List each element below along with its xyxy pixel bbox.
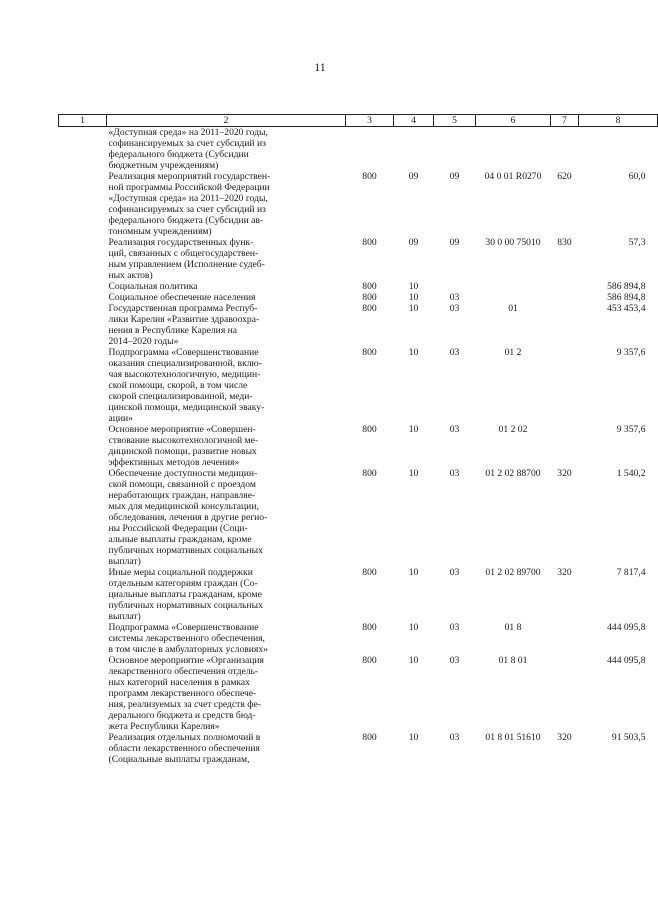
cell-target-item-code: 01 2 02 88700 [485,468,541,479]
cell-amount: 60,0 [628,171,646,182]
description-line: Основное мероприятие «Совершен- [108,424,256,435]
table-row [59,468,658,567]
description-line: Подпрограмма «Совершенствование [108,622,259,633]
cell-target-item-code [476,281,551,292]
cell-amount: 453 453,4 [607,303,646,314]
cell-section-code: 10 [408,347,419,358]
description-line: Реализация государственных функ- [108,237,254,248]
cell-administrator-code: 800 [362,424,377,435]
cell-amount: 1 540,2 [616,468,646,479]
description-line: Подпрограмма «Совершенствование [108,347,259,358]
description-line: эффективных методов лечения» [108,457,240,468]
column-header: 4 [394,115,434,127]
description-line: (Социальные выплаты гражданам, [108,754,250,765]
row-description [59,347,346,424]
budget-table [58,114,658,765]
cell-subsection-code: 03 [449,622,460,633]
description-line: альные выплаты гражданам, кроме [108,534,252,545]
row-description [59,303,346,347]
cell-administrator-code: 800 [362,732,377,743]
description-line: отдельным категориям граждан (Со- [108,578,258,589]
description-line: федерального бюджета (Субсидии [108,149,249,160]
table-row [59,237,658,281]
description-line: федерального бюджета (Субсидии ав- [108,215,264,226]
cell-target-item-code: 01 8 [504,622,522,633]
description-line: 2014–2020 годы» [108,336,179,347]
description-line: неработающих граждан, направляе- [108,490,256,501]
row-description [59,567,346,622]
description-line: оказания специализированной, вклю- [108,358,262,369]
cell-target-item-code [476,292,551,303]
cell-target-item-code: 01 2 02 [498,424,528,435]
cell-administrator-code: 800 [362,171,377,182]
cell-subsection-code [434,127,476,172]
table-row [59,424,658,468]
cell-administrator-code: 800 [362,237,377,248]
row-description [59,127,346,172]
description-line: лекарственного обеспечения отдель- [108,666,259,677]
cell-expense-type-code: 830 [557,237,572,248]
cell-target-item-code: 01 [508,303,518,314]
description-line: ации» [108,413,133,424]
description-line: области лекарственного обеспечения [108,743,260,754]
cell-administrator-code: 800 [362,468,377,479]
column-header: 3 [346,115,394,127]
column-header: 7 [551,115,579,127]
cell-expense-type-code [551,292,579,303]
row-description [59,622,346,655]
cell-expense-type-code [551,622,579,655]
cell-expense-type-code [551,347,579,424]
cell-expense-type-code: 320 [557,567,572,578]
row-description [59,732,346,765]
cell-administrator-code: 800 [362,567,377,578]
description-line: циальные выплаты гражданам, кроме [108,589,262,600]
row-description [59,292,346,303]
description-line: ных категорий населения в рамках [108,677,250,688]
cell-section-code: 10 [408,468,419,479]
cell-administrator-code: 800 [362,292,377,303]
description-line: выплат) [108,556,141,567]
description-line: выплат) [108,611,141,622]
description-line: чая высокотехнологичную, медицин- [108,369,261,380]
description-line: ным управлением (Исполнение судеб- [108,259,265,270]
description-line: лики Карелия «Развитие здравоохра- [108,314,260,325]
description-line: публичных нормативных социальных [108,545,263,556]
cell-section-code: 10 [408,424,419,435]
cell-subsection-code: 09 [449,171,460,182]
cell-amount: 586 894,8 [607,281,646,292]
description-line: системы лекарственного обеспечения, [108,633,265,644]
description-line: «Доступная среда» на 2011–2020 годы, [108,193,268,204]
cell-amount: 91 503,5 [611,732,646,743]
cell-subsection-code: 03 [449,567,460,578]
cell-expense-type-code: 320 [557,732,572,743]
cell-expense-type-code: 320 [557,468,572,479]
cell-subsection-code: 03 [449,468,460,479]
cell-subsection-code: 03 [449,347,460,358]
description-line: Основное мероприятие «Организация [108,655,264,666]
table-row [59,292,658,303]
table-row [59,171,658,237]
cell-target-item-code: 01 2 02 89700 [485,567,541,578]
cell-target-item-code: 30 0 00 75010 [485,237,541,248]
description-line: Реализация отдельных полномочий в [108,732,261,743]
cell-target-item-code: 01 2 [504,347,522,358]
description-line: ствование высокотехнологичной ме- [108,435,259,446]
description-line: обследования, лечения в другие регио- [108,512,268,523]
cell-expense-type-code [551,424,579,468]
description-line: дерального бюджета и средств бюд- [108,710,256,721]
row-description [59,424,346,468]
cell-amount: 7 817,4 [616,567,646,578]
description-line: ций, связанных с общегосударствен- [108,248,259,259]
row-description [59,281,346,292]
description-line: софинансируемых за счет субсидий из [108,138,266,149]
description-line: мых для медицинской консультации, [108,501,259,512]
table-row [59,127,658,172]
cell-section-code: 09 [408,237,419,248]
table-row [59,303,658,347]
description-line: ской помощи, скорой, в том числе [108,380,248,391]
cell-subsection-code: 03 [449,303,460,314]
row-description [59,237,346,281]
description-line: ных актов) [108,270,153,281]
description-line: ния, реализуемых за счет средств фе- [108,699,261,710]
cell-subsection-code: 09 [449,237,460,248]
table-row [59,281,658,292]
cell-section-code: 09 [408,171,419,182]
table-row [59,567,658,622]
cell-section-code: 10 [408,732,419,743]
page-number: 11 [314,60,326,74]
table-row [59,655,658,732]
cell-amount: 57,3 [628,237,646,248]
cell-subsection-code [434,281,476,292]
cell-amount: 586 894,8 [607,292,646,303]
cell-target-item-code: 01 8 01 [498,655,528,666]
description-line: «Доступная среда» на 2011–2020 годы, [108,127,268,138]
cell-section-code [394,127,434,172]
cell-administrator-code: 800 [362,347,377,358]
cell-administrator-code: 800 [362,655,377,666]
cell-subsection-code: 03 [449,655,460,666]
description-line: Социальное обеспечение населения [108,292,256,303]
column-header: 1 [59,115,107,127]
cell-expense-type-code [551,303,579,347]
description-line: софинансируемых за счет субсидий из [108,204,266,215]
cell-expense-type-code [551,127,579,172]
description-line: ской помощи, связанной с проездом [108,479,256,490]
cell-section-code: 10 [408,292,419,303]
cell-subsection-code: 03 [449,732,460,743]
description-line: цинской помощи, медицинской эваку- [108,402,265,413]
column-header: 5 [434,115,476,127]
header-row [59,115,658,127]
description-line: тономным учреждениям) [108,226,212,237]
column-header: 2 [107,115,346,127]
cell-section-code: 10 [408,655,419,666]
description-line: программ лекарственного обеспече- [108,688,257,699]
column-header: 6 [476,115,551,127]
cell-amount: 9 357,6 [616,347,646,358]
cell-administrator-code [346,127,394,172]
cell-section-code: 10 [408,303,419,314]
cell-subsection-code: 03 [449,424,460,435]
cell-target-item-code: 01 8 01 51610 [485,732,541,743]
description-line: ны Российской Федерации (Соци- [108,523,248,534]
description-line: жета Республики Карелия» [108,721,220,732]
cell-administrator-code: 800 [362,622,377,633]
cell-target-item-code: 04 0 01 R0270 [484,171,542,182]
description-line: Реализация мероприятий государствен- [108,171,271,182]
row-description [59,655,346,732]
description-line: нения в Республике Карелия на [108,325,238,336]
row-description [59,171,346,237]
description-line: в том числе в амбулаторных условиях» [108,644,268,655]
table-row [59,347,658,424]
row-description [59,468,346,567]
cell-target-item-code [476,127,551,172]
cell-amount: 444 095,8 [607,622,646,633]
description-line: дицинской помощи, развитие новых [108,446,257,457]
description-line: ной программы Российской Федерации [108,182,270,193]
cell-administrator-code: 800 [362,281,377,292]
cell-expense-type-code [551,281,579,292]
description-line: Обеспечение доступности медицин- [108,468,258,479]
table-row [59,622,658,655]
description-line: публичных нормативных социальных [108,600,263,611]
cell-amount [579,127,658,172]
column-header: 8 [579,115,658,127]
cell-amount: 9 357,6 [616,424,646,435]
cell-amount: 444 095,8 [607,655,646,666]
cell-section-code: 10 [408,567,419,578]
description-line: бюджетным учреждениям) [108,160,219,171]
cell-section-code: 10 [408,622,419,633]
description-line: Государственная программа Респуб- [108,303,258,314]
cell-expense-type-code [551,655,579,732]
cell-section-code: 10 [408,281,419,292]
table-row [59,732,658,765]
description-line: Социальная политика [108,281,198,292]
cell-expense-type-code: 620 [557,171,572,182]
description-line: Иные меры социальной поддержки [108,567,253,578]
cell-administrator-code: 800 [362,303,377,314]
cell-subsection-code: 03 [449,292,460,303]
description-line: скорой специализированной, меди- [108,391,253,402]
